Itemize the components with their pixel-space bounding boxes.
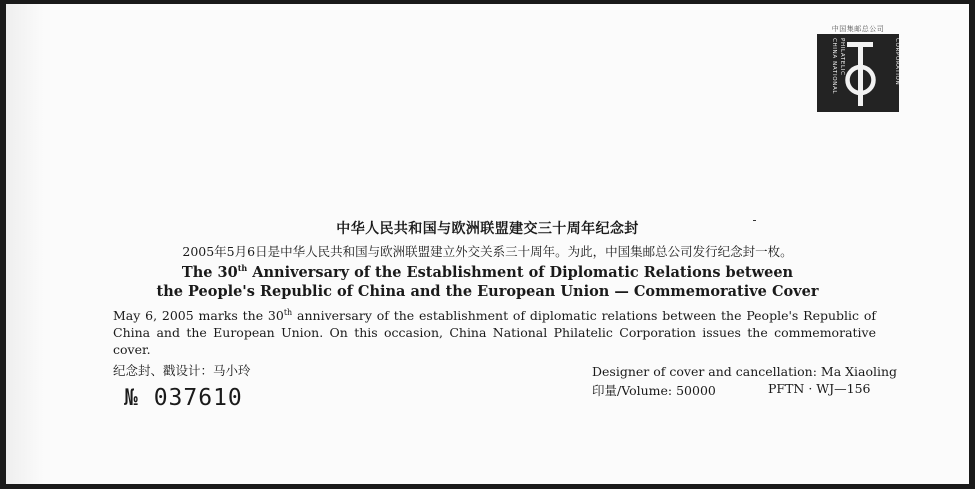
- title-en-pre: The 30: [181, 263, 238, 281]
- logo-text-china-national: CHINA NATIONAL: [831, 38, 837, 95]
- body-english: [113, 304, 876, 358]
- designer-chinese: 纪念封、戳设计：马小玲: [113, 363, 251, 378]
- logo-text-philatelic: PHILATELIC: [839, 38, 845, 76]
- print-volume: 印量/Volume: 50000: [592, 383, 716, 398]
- intro-chinese: 2005年5月6日是中华人民共和国与欧洲联盟建立外交关系三十周年。为此，中国集邮总公司发行纪念封一枚。: [182, 244, 793, 259]
- title-en-sup: th: [237, 263, 248, 273]
- title-en-post: Anniversary of the Establishment of Diplomatic Relations between: [247, 263, 794, 281]
- title-english-line2: the People's Republic of China and the European Union — Commemorative Cover: [156, 283, 819, 300]
- serial-number: № 037610: [124, 385, 243, 411]
- cnpc-logo: [817, 34, 899, 112]
- designer-english: Designer of cover and cancellation: Ma Xiaoling: [592, 364, 898, 379]
- title-chinese: 中华人民共和国与欧洲联盟建交三十周年纪念封: [336, 221, 639, 237]
- envelope-back: [6, 4, 969, 484]
- body-en-sup: th: [283, 308, 293, 317]
- body-en-post: anniversary of the establishment of diplomatic relations between the People's Republic of China and the European Union. On this occasion, China National Philatelic Corporation issues the commemorative cover.: [113, 308, 876, 358]
- title-english-line1: [6, 263, 969, 281]
- logo-cn-text: 中国集邮总公司: [831, 25, 885, 33]
- cnpc-emblem-icon: [817, 34, 899, 112]
- print-mark: [753, 220, 756, 221]
- body-en-pre: May 6, 2005 marks the 30: [113, 308, 284, 324]
- pftn-code: PFTN · WJ—156: [768, 381, 871, 396]
- logo-text-corporation: CORPORATION: [894, 38, 900, 86]
